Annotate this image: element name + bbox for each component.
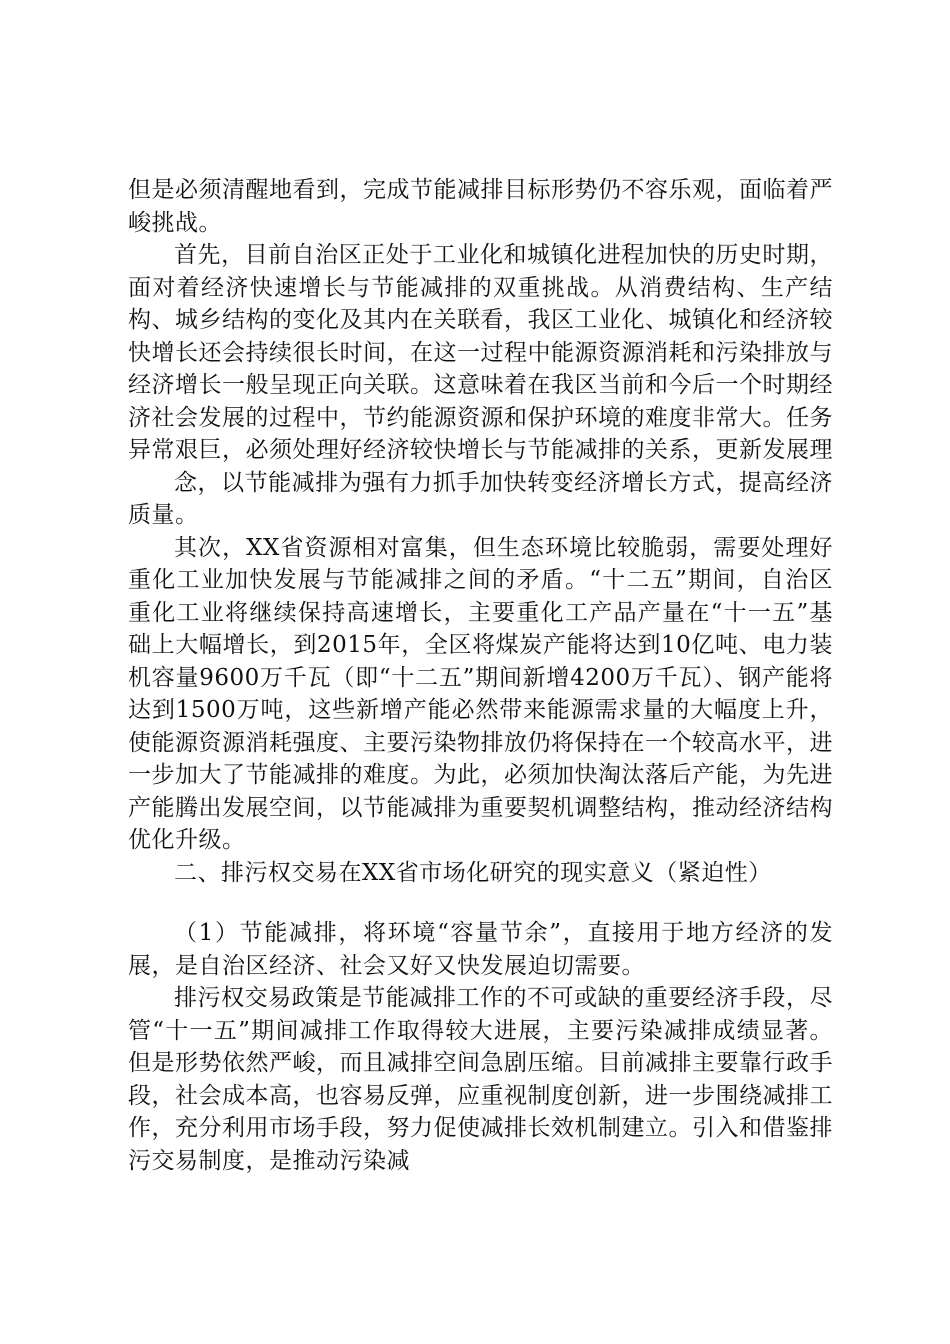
paragraph-2: 首先，目前自治区正处于工业化和城镇化进程加快的历史时期，面对着经济快速增长与节能减排的双重挑战。从消费结构、生产结构、城乡结构的变化及其内在关联看，我区工业化、城镇化和经济较快增长还会持续很长时间，在这一过程中能源资源消耗和污染排放与经济增长一般呈现正向关联。这意味着在我区当前和今后一个时期经济社会发展的过程中，节约能源资源和保护环境的难度非常大。任务异常艰巨，必须处理好经济较快增长与节能减排的关系，更新发展理: [128, 242, 833, 463]
section-heading: 二、排污权交易在XX省市场化研究的现实意义（紧迫性）: [174, 859, 772, 886]
document-body: [128, 174, 833, 1177]
paragraph-4: 其次，XX省资源相对富集，但生态环境比较脆弱，需要处理好重化工业加快发展与节能减排之间的矛盾。“十二五”期间，自治区重化工业将继续保持高速增长，主要重化工产品产量在“十一五”基础上大幅增长，到2015年，全区将煤炭产能将达到10亿吨、电力装机容量9600万千瓦（即“十二五”期间新增4200万千瓦）、钢产能将达到1500万吨，这些新增产能必然带来能源需求量的大幅度上升，使能源资源消耗强度、主要污染物排放仍将保持在一个较高水平，进一步加大了节能减排的难度。为此，必须加快淘汰落后产能，为先进产能腾出发展空间，以节能减排为重要契机调整结构，推动经济结构优化升级。: [128, 534, 833, 853]
paragraph-3: 念，以节能减排为强有力抓手加快转变经济增长方式，提高经济质量。: [128, 469, 833, 528]
paragraph-6: 排污权交易政策是节能减排工作的不可或缺的重要经济手段，尽管“十一五”期间减排工作取得较大进展，主要污染减排成绩显著。但是形势依然严峻，而且减排空间急剧压缩。目前减排主要靠行政手段，社会成本高，也容易反弹，应重视制度创新，进一步围绕减排工作，充分利用市场手段，努力促使减排长效机制建立。引入和借鉴排污交易制度，是推动污染减: [128, 985, 833, 1174]
paragraph-1: 但是必须清醒地看到，完成节能减排目标形势仍不容乐观，面临着严峻挑战。: [128, 177, 833, 236]
paragraph-5: （1）节能减排，将环境“容量节余”，直接用于地方经济的发展，是自治区经济、社会又好又快发展迫切需要。: [128, 920, 833, 979]
